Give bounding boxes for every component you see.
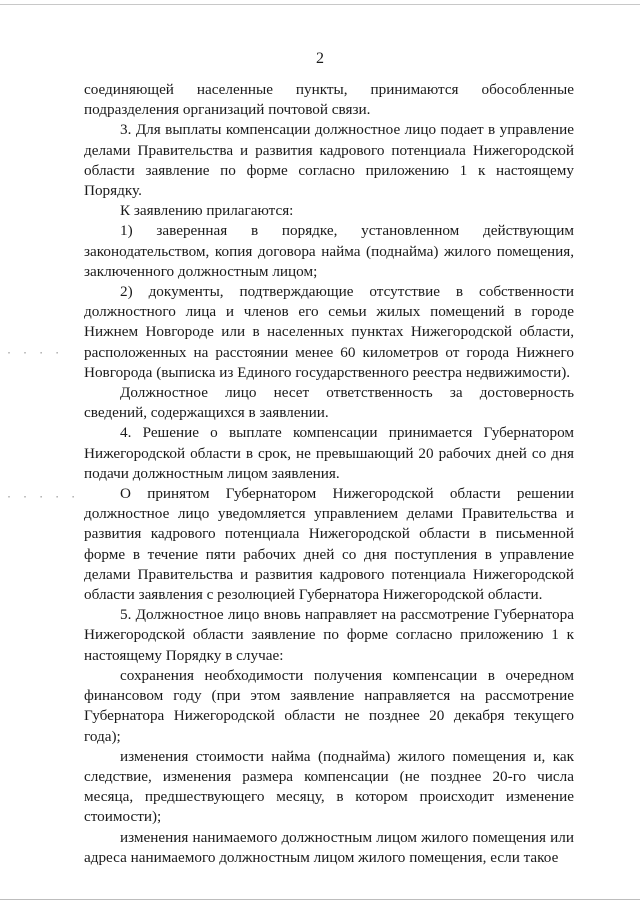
paragraph: изменения нанимаемого должностным лицом жилого помещения или адреса нанимаемого должностным лицом жилого помещения, если такое xyxy=(84,828,574,866)
paragraph: соединяющей населенные пункты, принимаются обособленные подразделения организаций почтовой связи. xyxy=(84,81,574,119)
paragraph: 4. Решение о выплате компенсации принимается Губернатором Нижегородской области в срок, не превышающий 20 рабочих дней со дня подачи должностным лицом заявления. xyxy=(84,424,574,482)
paragraph: 3. Для выплаты компенсации должностное лицо подает в управление делами Правительства и развития кадрового потенциала Нижегородской области заявление по форме согласно приложению 1 к настоящему Порядку. xyxy=(84,121,574,200)
paragraph: Должностное лицо несет ответственность за достоверность сведений, содержащихся в заявлении. xyxy=(84,384,574,422)
scan-artifact: · · · · · xyxy=(6,492,79,503)
scan-artifact: · · · · xyxy=(6,348,63,359)
paragraph: изменения стоимости найма (поднайма) жилого помещения и, как следствие, изменения размера компенсации (не позднее 20-го числа месяца, предшествующего месяцу, в котором происходит изменение стоимости); xyxy=(84,747,574,826)
scan-edge-bottom xyxy=(0,899,640,900)
paragraph: О принятом Губернатором Нижегородской области решении должностное лицо уведомляется управлением делами Правительства и развития кадрового потенциала Нижегородской области в письменной форме в течение пяти рабочих дней со дня поступления в управление делами Правительства и развития кадрового потенциала Нижегородской области заявления с резолюцией Губернатора Нижегородской области. xyxy=(84,485,574,604)
paragraph: сохранения необходимости получения компенсации в очередном финансовом году (при этом заявление направляется на рассмотрение Губернатора Нижегородской области не позднее 20 декабря текущего года); xyxy=(84,666,574,745)
page-number: 2 xyxy=(316,50,324,67)
paragraph: К заявлению прилагаются: xyxy=(120,202,294,220)
paragraph: 2) документы, подтверждающие отсутствие в собственности должностного лица и членов его семьи жилых помещений в городе Нижнем Новгороде или в населенных пунктах Нижегородской области, расположенных на расстоянии менее 60 километров от города Нижнего Новгорода (выписка из Единого государственного реестра недвижимости). xyxy=(84,283,574,381)
scan-edge-top xyxy=(0,4,640,5)
document-body xyxy=(84,80,574,868)
paragraph: 5. Должностное лицо вновь направляет на рассмотрение Губернатора Нижегородской области заявление по форме согласно приложению 1 к настоящему Порядку в случае: xyxy=(84,606,574,664)
paragraph: 1) заверенная в порядке, установленном действующим законодательством, копия договора найма (поднайма) жилого помещения, заключенного должностным лицом; xyxy=(84,222,574,280)
